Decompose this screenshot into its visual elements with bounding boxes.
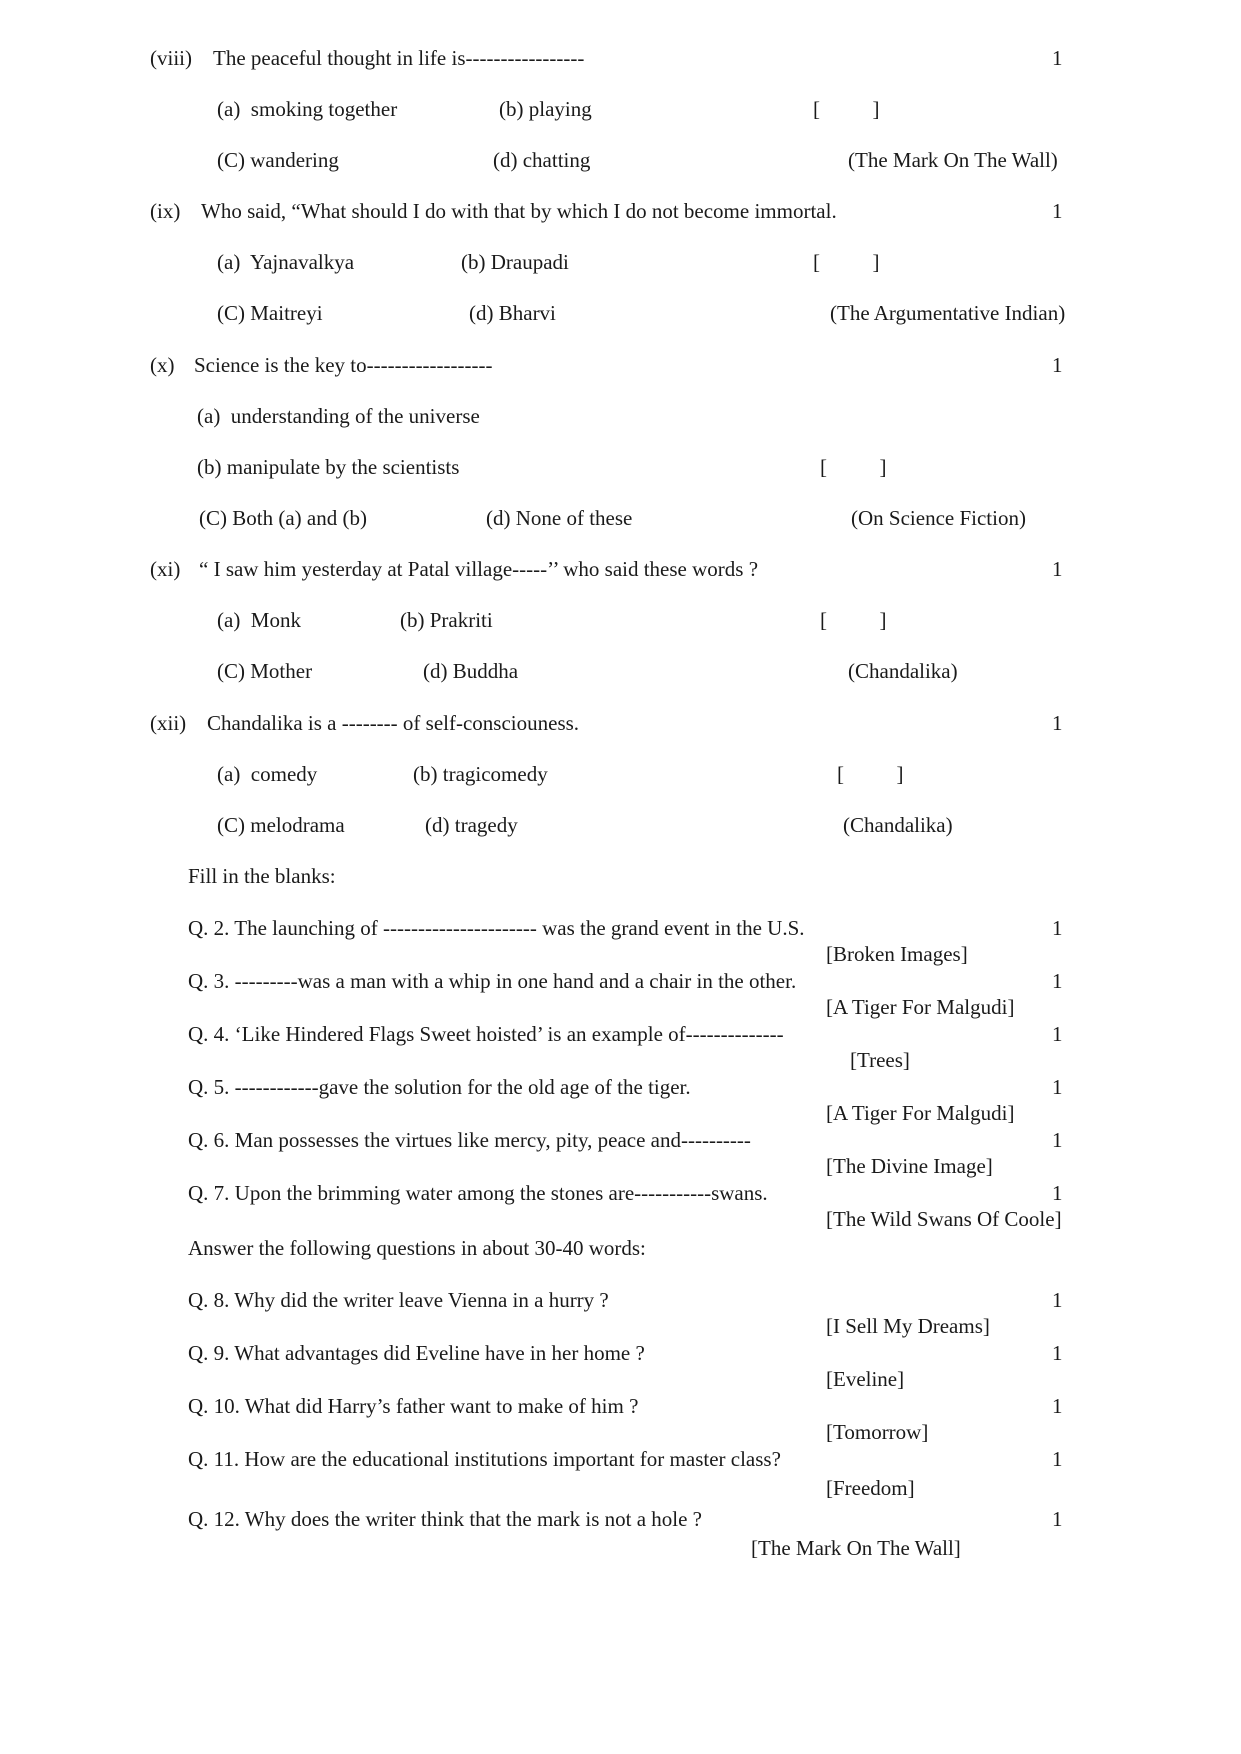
- option-d: (d) chatting: [493, 148, 591, 172]
- question-text: Who said, “What should I do with that by which I do not become immortal.: [201, 199, 837, 223]
- answer-bracket: [ ]: [837, 762, 904, 786]
- marks: 1: [1052, 711, 1063, 735]
- question-text: Q. 6. Man possesses the virtues like mercy, pity, peace and----------: [188, 1128, 751, 1152]
- source-label: [I Sell My Dreams]: [826, 1314, 990, 1338]
- option-d: (d) None of these: [486, 506, 633, 530]
- option-b: (b) playing: [499, 97, 592, 121]
- source-label: (The Mark On The Wall): [848, 148, 1058, 172]
- marks: 1: [1052, 46, 1063, 70]
- answer-bracket: [ ]: [820, 608, 887, 632]
- answer-bracket: [ ]: [813, 250, 880, 274]
- marks: 1: [1052, 1181, 1063, 1205]
- source-label: (On Science Fiction): [851, 506, 1026, 530]
- marks: 1: [1052, 1128, 1063, 1152]
- section-heading: Fill in the blanks:: [188, 864, 336, 888]
- question-text: Q. 3. ---------was a man with a whip in one hand and a chair in the other.: [188, 969, 797, 993]
- option-a: (a) Yajnavalkya: [217, 250, 355, 274]
- source-label: [Broken Images]: [826, 942, 968, 966]
- question-number: (x): [150, 353, 175, 377]
- question-text: Science is the key to------------------: [194, 353, 493, 377]
- question-text: Q. 12. Why does the writer think that the mark is not a hole ?: [188, 1507, 702, 1531]
- section-heading: Answer the following questions in about 30-40 words:: [188, 1236, 646, 1260]
- marks: 1: [1052, 1507, 1063, 1531]
- option-d: (d) tragedy: [425, 813, 518, 837]
- question-number: (xii): [150, 711, 187, 735]
- source-label: [Freedom]: [826, 1476, 915, 1500]
- source-label: [The Wild Swans Of Coole]: [826, 1207, 1062, 1231]
- source-label: (Chandalika): [848, 659, 958, 683]
- option-b: (b) manipulate by the scientists: [197, 455, 460, 479]
- question-number: (viii): [150, 46, 192, 70]
- marks: 1: [1052, 916, 1063, 940]
- option-b: (b) tragicomedy: [413, 762, 548, 786]
- option-a: (a) smoking together: [217, 97, 398, 121]
- source-label: [The Divine Image]: [826, 1154, 993, 1178]
- source-label: [Trees]: [850, 1048, 910, 1072]
- source-label: [Eveline]: [826, 1367, 905, 1391]
- question-text: “ I saw him yesterday at Patal village-----’’ who said these words ?: [199, 557, 759, 581]
- option-c: (C) Mother: [217, 659, 313, 683]
- option-a: (a) understanding of the universe: [197, 404, 480, 428]
- question-text: Q. 10. What did Harry’s father want to make of him ?: [188, 1394, 639, 1418]
- option-a: (a) Monk: [217, 608, 301, 632]
- option-d: (d) Bharvi: [469, 301, 556, 325]
- source-label: [The Mark On The Wall]: [751, 1536, 961, 1560]
- option-d: (d) Buddha: [423, 659, 519, 683]
- marks: 1: [1052, 1022, 1063, 1046]
- option-c: (C) Maitreyi: [217, 301, 323, 325]
- question-number: (ix): [150, 199, 181, 223]
- question-text: Q. 9. What advantages did Eveline have in her home ?: [188, 1341, 645, 1365]
- marks: 1: [1052, 1394, 1063, 1418]
- marks: 1: [1052, 1341, 1063, 1365]
- marks: 1: [1052, 1075, 1063, 1099]
- question-text: Q. 7. Upon the brimming water among the stones are-----------swans.: [188, 1181, 768, 1205]
- answer-bracket: [ ]: [820, 455, 887, 479]
- source-label: [A Tiger For Malgudi]: [826, 995, 1015, 1019]
- option-c: (C) melodrama: [217, 813, 345, 837]
- marks: 1: [1052, 1447, 1063, 1471]
- option-c: (C) Both (a) and (b): [199, 506, 367, 530]
- question-text: Q. 2. The launching of ---------------------- was the grand event in the U.S.: [188, 916, 805, 940]
- marks: 1: [1052, 353, 1063, 377]
- source-label: [Tomorrow]: [826, 1420, 929, 1444]
- marks: 1: [1052, 1288, 1063, 1312]
- question-text: Q. 5. ------------gave the solution for the old age of the tiger.: [188, 1075, 691, 1099]
- marks: 1: [1052, 969, 1063, 993]
- marks: 1: [1052, 557, 1063, 581]
- question-text: Q. 11. How are the educational institutions important for master class?: [188, 1447, 781, 1471]
- option-c: (C) wandering: [217, 148, 339, 172]
- question-text: Chandalika is a -------- of self-consciouness.: [207, 711, 580, 735]
- question-text: Q. 8. Why did the writer leave Vienna in a hurry ?: [188, 1288, 609, 1312]
- source-label: (The Argumentative Indian): [830, 301, 1066, 325]
- question-text: Q. 4. ‘Like Hindered Flags Sweet hoisted’ is an example of--------------: [188, 1022, 784, 1046]
- source-label: [A Tiger For Malgudi]: [826, 1101, 1015, 1125]
- source-label: (Chandalika): [843, 813, 953, 837]
- option-a: (a) comedy: [217, 762, 318, 786]
- question-text: The peaceful thought in life is-----------------: [213, 46, 585, 70]
- marks: 1: [1052, 199, 1063, 223]
- answer-bracket: [ ]: [813, 97, 880, 121]
- question-number: (xi): [150, 557, 181, 581]
- option-b: (b) Draupadi: [461, 250, 569, 274]
- option-b: (b) Prakriti: [400, 608, 493, 632]
